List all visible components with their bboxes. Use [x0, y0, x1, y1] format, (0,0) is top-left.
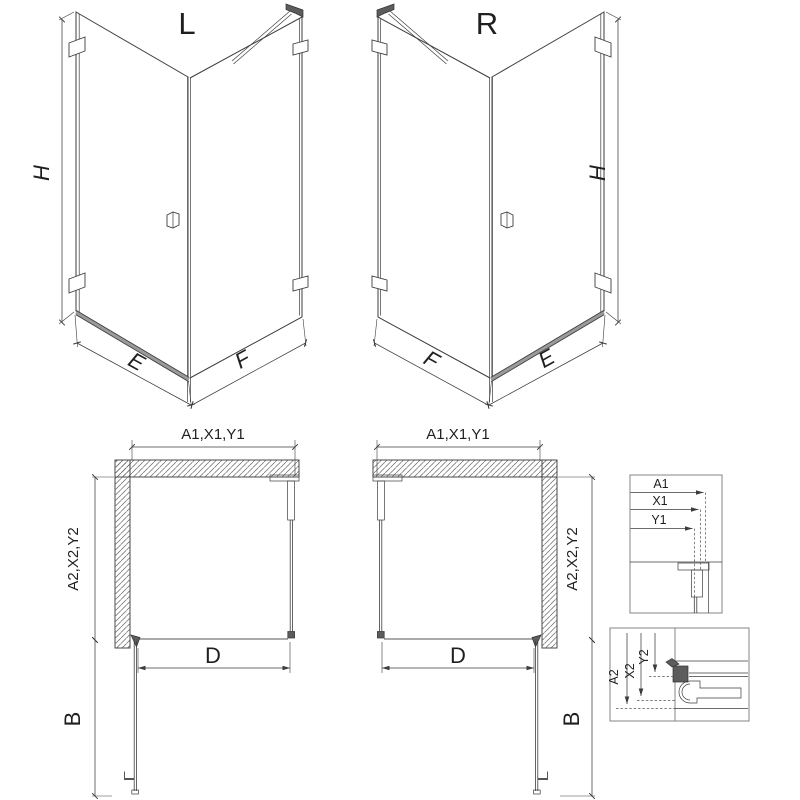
door-pivot [532, 635, 541, 647]
detail-vertical-offsets [607, 628, 749, 721]
detail-a1-label: A1 [653, 477, 669, 491]
dim-label-door-right: E [533, 343, 559, 373]
plan-left-door-dim: B [60, 711, 85, 727]
wall-top [373, 460, 557, 477]
plan-view-left [60, 426, 299, 796]
figure-3d-left [29, 4, 308, 408]
plan-left-top-dim: A1,X1,Y1 [181, 426, 245, 443]
variant-right-label: R [475, 6, 499, 41]
dim-label-door-left: E [124, 346, 150, 376]
detail-y1-label: Y1 [651, 513, 667, 527]
detail-y2-label: Y2 [637, 649, 651, 665]
detail-x2-label: X2 [623, 663, 637, 679]
plan-view-right [373, 426, 595, 796]
plan-right-door-dim: B [559, 711, 584, 727]
wall-left [115, 460, 130, 648]
variant-left-label: L [178, 6, 196, 41]
dim-label-side-right: F [419, 345, 444, 374]
dim-label-height-left: H [29, 165, 54, 181]
figure-3d-right [372, 4, 621, 408]
detail-horizontal-offsets [630, 475, 722, 613]
plan-right-side-dim: A2,X2,Y2 [564, 527, 581, 591]
door-pivot [131, 635, 140, 647]
plan-right-opening-dim: D [450, 643, 466, 668]
dim-label-height-right: H [585, 165, 610, 181]
plan-left-side-dim: A2,X2,Y2 [65, 527, 82, 591]
dim-label-side-left: F [230, 345, 255, 374]
plan-right-top-dim: A1,X1,Y1 [426, 426, 490, 443]
plan-left-opening-dim: D [205, 643, 221, 668]
wall-top [115, 460, 299, 477]
hinge-clamp [673, 666, 688, 682]
detail-x1-label: X1 [652, 494, 668, 508]
detail-a2-label: A2 [607, 669, 621, 685]
wall-right [542, 460, 557, 648]
